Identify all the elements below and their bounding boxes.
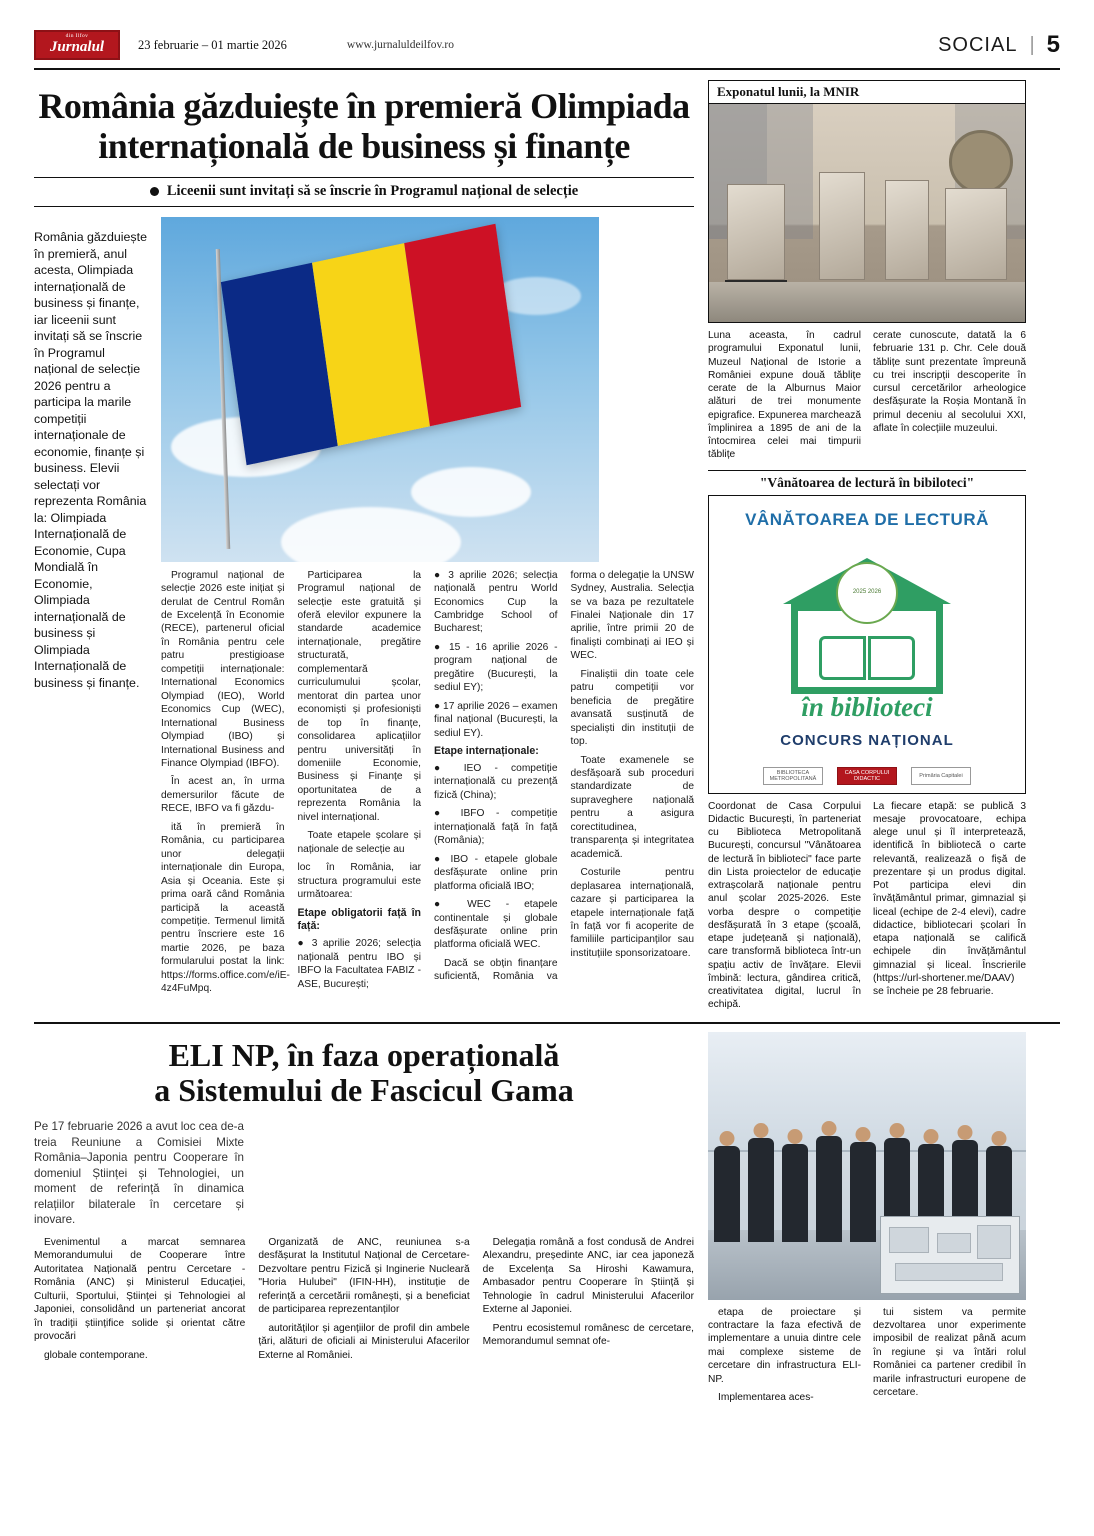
bottom-headline-line-1: ELI NP, în faza operațională <box>168 1036 560 1073</box>
paragraph: loc în România, iar structura programului este următoarea: <box>297 862 421 901</box>
flag-graphic <box>221 223 521 465</box>
contest-text <box>708 794 1026 1012</box>
paragraph: Pentru ecosistemul românesc de cercetare, Memorandumul semnat ofe- <box>482 1322 694 1348</box>
list-item: ● 17 aprilie 2026 – examen final național (București, la sediul EY). <box>434 700 558 739</box>
paragraph: Luna aceasta, în cadrul programului Exponatul lunii, Muzeul Național de Istorie a României expune două tăblițe cerate de la Alburnus Maior alături de trei monumente epigrafice. Expunerea marchează împlinirea a 1895 de ani de la întocmirea celei mai timpurii tăblițe <box>708 330 861 461</box>
main-columns <box>161 569 694 996</box>
partner-logo-2: CASA CORPULUI DIDACTIC <box>837 767 897 785</box>
paragraph: Costurile pentru deplasarea internațională, cazare și participarea la etapele internaționale față în față vor fi acoperite de familiile participanților sau instituțiile sponsorizatoare. <box>570 867 694 959</box>
headline-line-2: internațională de business și finanțe <box>98 126 630 167</box>
poster-script-text: în biblioteci <box>801 691 933 722</box>
masthead <box>34 28 1060 70</box>
bottom-lead-row <box>34 1119 694 1228</box>
contest-band-title: "Vânătoarea de lectură în bibiloteci" <box>708 470 1026 496</box>
bottom-right <box>708 1032 1026 1408</box>
paragraph: Programul național de selecție 2026 este inițiat și derulat de Centrul Român de Excelență în Economie (RECE), partenerul oficial în România pentru cele patru prestigioase competiții internaționale: International Economics Olympiad (IEO), World Economics Cup (WEC), International Business Olympiad (IBO) și International Business and Finance Olympiad (IBFO). <box>161 569 285 769</box>
facility-model <box>880 1216 1020 1294</box>
page-number: 5 <box>1046 31 1060 58</box>
paragraph: tui sistem va permite dezvoltarea unor experimente imposibil de realizat până acum în regiune și va întări rolul României ca partener credibil în marile infrastructuri europene de cercetare. <box>873 1306 1026 1399</box>
exhibit-box-text <box>708 323 1026 462</box>
paragraph: globale contemporane. <box>44 1349 148 1361</box>
book-icon <box>819 636 915 680</box>
main-headline <box>34 86 694 167</box>
contest-poster <box>708 496 1026 794</box>
exhibit-box-title: Exponatul lunii, la MNIR <box>709 81 1025 104</box>
sidebar <box>708 80 1026 1012</box>
partner-logo-1: BIBLIOTECA METROPOLITANĂ <box>763 767 823 785</box>
article-lead-column <box>34 217 147 704</box>
masthead-separator: | <box>1029 33 1035 56</box>
main-subheadline <box>34 177 694 207</box>
list-item: ● IBO - etapele globale desfășurate online prin platforma oficială IBO; <box>434 853 558 892</box>
partner-logo-3: Primăria Capitalei <box>911 767 971 785</box>
list-item: ● IBFO - competiție internațională față în față (România); <box>434 808 558 847</box>
paragraph: Implementarea aces- <box>718 1392 814 1404</box>
list-item: ● 3 aprilie 2026; selecția națională pentru IBO și IBFO la Facultatea FABIZ - ASE, București; <box>297 938 422 990</box>
bottom-article <box>34 1032 1060 1408</box>
list-item: ● WEC - etapele continentale și globale desfășurate online prin platforma oficială WEC. <box>434 899 558 951</box>
paragraph: Coordonat de Casa Corpului Didactic București, în parteneriat cu Biblioteca Metropolitană București, concursul "Vânătoarea de lectură în biblioteci" face parte din Lista proiectelor de educație extrașcolară naționale pentru anul școlar 2025-2026. Este vorba despre o competiție desfășurată în 3 etape (școală, etape județeană și națională), care transformă biblioteca într-un spațiu activ de învățare. Elevii îmbină: lectura, gândirea critică, creativitatea digital, lucrul în echipă. <box>708 800 861 1011</box>
subsection-heading-international: Etape internaționale: <box>434 745 539 758</box>
bullet-icon <box>150 187 159 196</box>
headline-line-1: România găzduiește în premieră Olimpiada <box>38 86 690 126</box>
paragraph: Toate etapele școlare și naționale de selecție au <box>297 830 421 855</box>
bottom-headline-line-2: a Sistemului de Fascicul Gama <box>154 1072 574 1109</box>
seal-years: 2025 2026 <box>852 589 882 596</box>
paragraph: Toate examenele se desfășoară sub proceduri standardizate de supraveghere națională pentru a asigura corectitudinea, transparența și integritatea academică. <box>570 754 694 860</box>
bottom-headline <box>34 1038 694 1110</box>
newspaper-logo <box>34 30 120 60</box>
masthead-right <box>938 31 1060 59</box>
logo-top-text: din Ilfov <box>65 33 89 40</box>
main-article-body <box>34 217 694 996</box>
poster-subtitle: CONCURS NAȚIONAL <box>780 731 954 749</box>
exhibit-box <box>708 80 1026 323</box>
bottom-left <box>34 1032 694 1408</box>
list-item: ● 3 aprilie 2026; selecția națională pentru World Economics Cup la Cambridge School of Bucharest; <box>434 569 558 635</box>
paragraph: În acest an, în urma demersurilor făcute de RECE, IBFO va fi găzdu- <box>161 776 285 815</box>
lead-paragraph: România găzduiește în premieră, anul acesta, Olimpiada internațională de business și finanțe, iar liceenii sunt invitați să se înscrie în Programul național de selecție 2026 pentru a participa la marile competiții internaționale de economie, finanțe și business. Elevii selectați vor reprezenta România la: Olimpiada Internațională de Economie, Cupa Mondială în Economie, Olimpiada internațională de business și Olimpiada Internațională de business și finanțe. <box>34 230 147 690</box>
eli-np-group-photo <box>708 1032 1026 1300</box>
subsection-heading-mandatory: Etape obligatorii față în față: <box>297 906 421 933</box>
bottom-lead: Pe 17 februarie 2026 a avut loc cea de-a treia Reuniune a Comisiei Mixte România–Japonia pentru Cooperare în domeniul Științei și Tehnologiei, un moment de referință în dinamica relațiilor bilaterale în cercetare și inovare. <box>34 1120 244 1227</box>
paragraph: Dacă se obțin finanțare suficientă, România va forma o delegație la UNSW Sydney, Australia. Selecția se va baza pe rezultatele Finalei Naționale din 17 aprilie, între primii 20 de finaliști combinați ai IEO și WEC. <box>434 569 694 983</box>
paragraph: La fiecare etapă: se publică 3 mesaje provocatoare, echipa alege unul și îl interpretează, identifică în bibliotecă o carte relevantă, realizează o fișă de prezentare și un produs digital. Pot participa elevi din învățământul primar, gimnazial și liceal (echipe de 2-4 elevi), cadre didactice, bibliotecari școlari În etapa națională se califică echipele din învățământul gimnazial și liceal. Înscrierile (https://url-shortener.me/DAAV) se încheie pe 28 februarie. <box>873 800 1026 997</box>
main-article <box>34 80 694 1012</box>
paragraph: Participarea la Programul național de selecție este gratuită și oferă elevilor expunere la standarde academice internaționale, pregătire structurată, complementară curriculumului școlar, mentorat din partea unor economiști și profesioniști de top în finanțe, consolidarea aplicațiilor pentru universități în domeniile Economie, Business și Finanțe și oportunitatea de a reprezenta România la nivel internațional. <box>297 569 421 823</box>
paragraph: ită în premieră în România, cu participarea unor delegații internaționale din Europa, Asia și Oceania. Este și prima oară când România participă la această competiție. Termenul limită pentru înscriere este 16 martie 2026, pe baza formularului postat la link: https://forms.office.com/e/iE-4z4FuMpq. <box>161 821 290 995</box>
romania-flag-photo <box>161 217 599 562</box>
paragraph: Delegația română a fost condusă de Andrei Alexandru, președinte ANC, iar cea japoneză de Excelența Sa Hiroshi Kawamura, Ambasador pentru Cooperare în Știință și Tehnologie în cadrul Ministerului Afacerilor Externe al Japoniei. <box>482 1236 694 1316</box>
paragraph: Organizată de ANC, reuniunea s-a desfășurat la Institutul Național de Cercetare-Dezvoltare pentru Fizică și Inginerie Nucleară "Horia Hulubei" (IFIN-HH), instituție de referință a cercetării românești, și a beneficiat de participarea reprezentanților <box>258 1236 470 1316</box>
decorative-disc <box>949 130 1013 194</box>
subheadline-text: Liceenii sunt invitați să se înscrie în Programul național de selecție <box>166 182 579 199</box>
museum-photo <box>709 104 1025 322</box>
bottom-right-text <box>708 1306 1026 1408</box>
section-divider <box>34 1022 1060 1024</box>
paragraph: cerate cunoscute, datată la 6 februarie 131 p. Chr. Cele două tăblițe sunt prezentate împreună cu trei inscripții descoperite în cursul cercetărilor arheologice desfășurate la Roșia Montană în primul deceniu al secolului XXI, aflate în colecțiile muzeului. <box>873 330 1026 434</box>
poster-arc-text: VÂNĂTOAREA DE LECTURĂ <box>745 509 989 529</box>
paragraph: etapa de proiectare și contractare la faza efectivă de implementare a unuia dintre cele mai complexe sisteme de cercetare din infrastructura ELI-NP. <box>708 1306 861 1385</box>
page-content <box>34 80 1060 1012</box>
website-url: www.jurnaluldeilfov.ro <box>346 39 455 51</box>
house-icon <box>783 558 951 694</box>
library-seal-icon <box>836 562 898 624</box>
bottom-columns <box>34 1236 694 1363</box>
paragraph: autorităților și agențiilor de profil din ambele țări, alături de oficiali ai Ministerului Afacerilor Externe al României. <box>258 1322 470 1361</box>
list-item: ● IEO - competiție internațională cu prezență fizică (China); <box>434 763 558 801</box>
logo-main-text: Jurnalul <box>49 38 105 55</box>
issue-date: 23 februarie – 01 martie 2026 <box>138 37 287 52</box>
section-name: SOCIAL <box>938 33 1018 56</box>
paragraph: Finaliștii din toate cele patru competiții vor beneficia de pregătire avansată susținută de specialiști din instituții de top. <box>570 668 694 748</box>
paragraph: Evenimentul a marcat semnarea Memorandumului de Cooperare între Autoritatea Națională pentru Cercetare - România (ANC) și Ministerul Educației, Culturii, Sportului, Științei și Tehnologiei al Japoniei, consolidând un parteneriat ancorat în tradiții științifice solide și orientat către provocări <box>34 1236 246 1343</box>
poster-logos <box>709 767 1025 785</box>
list-item: ● 15 - 16 aprilie 2026 - program național de pregătire (București, la sediul EY); <box>434 641 558 694</box>
